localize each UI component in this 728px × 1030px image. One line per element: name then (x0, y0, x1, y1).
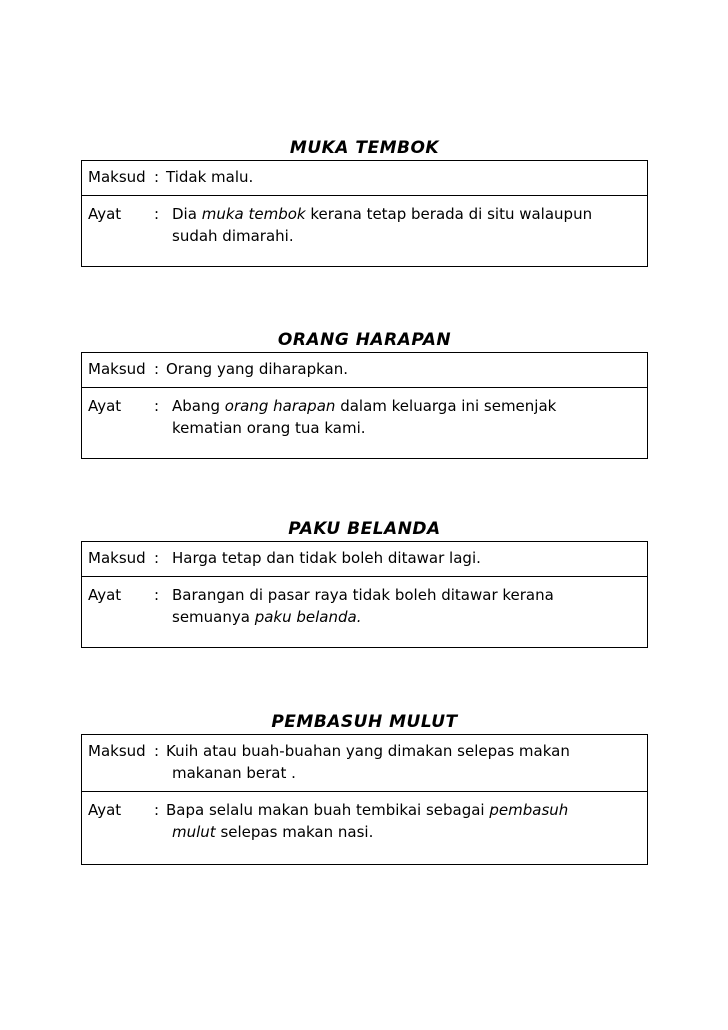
idiom-title: PAKU BELANDA (288, 519, 441, 539)
maksud-line-2: makanan berat . (172, 764, 296, 782)
maksud-text (166, 740, 570, 784)
ayat-row (82, 577, 647, 647)
maksud-line-1: Kuih atau buah-buahan yang dimakan selepas makan (166, 742, 570, 760)
ayat-text (166, 799, 568, 843)
ayat-row (82, 388, 647, 458)
idiom-title: ORANG HARAPAN (277, 330, 452, 350)
maksud-label: Maksud (88, 742, 146, 760)
idiom-emphasis: orang harapan (224, 397, 336, 415)
ayat-row (82, 792, 647, 864)
ayat-line-2: mulut selepas makan nasi. (172, 823, 374, 841)
ayat-row (82, 196, 647, 266)
ayat-line-1: Bapa selalu makan buah tembikai sebagai pembasuh (166, 801, 569, 819)
maksud-colon: : (154, 742, 160, 760)
maksud-text: Harga tetap dan tidak boleh ditawar lagi. (172, 549, 481, 567)
idiom-box (81, 541, 648, 648)
idiom-box (81, 160, 648, 267)
idiom-title: PEMBASUH MULUT (271, 712, 458, 732)
maksud-row (82, 735, 647, 792)
ayat-line-2: sudah dimarahi. (172, 227, 294, 245)
ayat-text (172, 203, 592, 247)
maksud-label: Maksud (88, 360, 146, 378)
idiom-emphasis: paku belanda. (254, 608, 362, 626)
ayat-label: Ayat (88, 205, 122, 223)
idiom-title: MUKA TEMBOK (289, 138, 440, 158)
maksud-row (82, 353, 647, 388)
idiom-emphasis: pembasuh (489, 801, 569, 819)
maksud-colon: : (154, 168, 160, 186)
maksud-text: Orang yang diharapkan. (166, 360, 348, 378)
ayat-line-2: semuanya paku belanda. (172, 608, 362, 626)
maksud-row (82, 161, 647, 196)
ayat-line-2: kematian orang tua kami. (172, 419, 366, 437)
idiom-box (81, 734, 648, 865)
ayat-text (172, 395, 556, 439)
ayat-label: Ayat (88, 397, 122, 415)
idiom-emphasis: mulut (172, 823, 216, 841)
idiom-box (81, 352, 648, 459)
maksud-label: Maksud (88, 549, 146, 567)
ayat-label: Ayat (88, 586, 122, 604)
ayat-line-1: Barangan di pasar raya tidak boleh ditawar kerana (172, 586, 554, 604)
ayat-colon: : (154, 801, 160, 819)
ayat-line-1: Dia muka tembok kerana tetap berada di situ walaupun (172, 205, 593, 223)
maksud-text: Tidak malu. (166, 168, 254, 186)
maksud-label: Maksud (88, 168, 146, 186)
idiom-emphasis: muka tembok (201, 205, 306, 223)
ayat-label: Ayat (88, 801, 122, 819)
ayat-colon: : (154, 397, 160, 415)
ayat-colon: : (154, 586, 160, 604)
ayat-text (172, 584, 554, 628)
maksud-colon: : (154, 549, 160, 567)
maksud-row (82, 542, 647, 577)
maksud-colon: : (154, 360, 160, 378)
ayat-line-1: Abang orang harapan dalam keluarga ini semenjak (172, 397, 557, 415)
ayat-colon: : (154, 205, 160, 223)
